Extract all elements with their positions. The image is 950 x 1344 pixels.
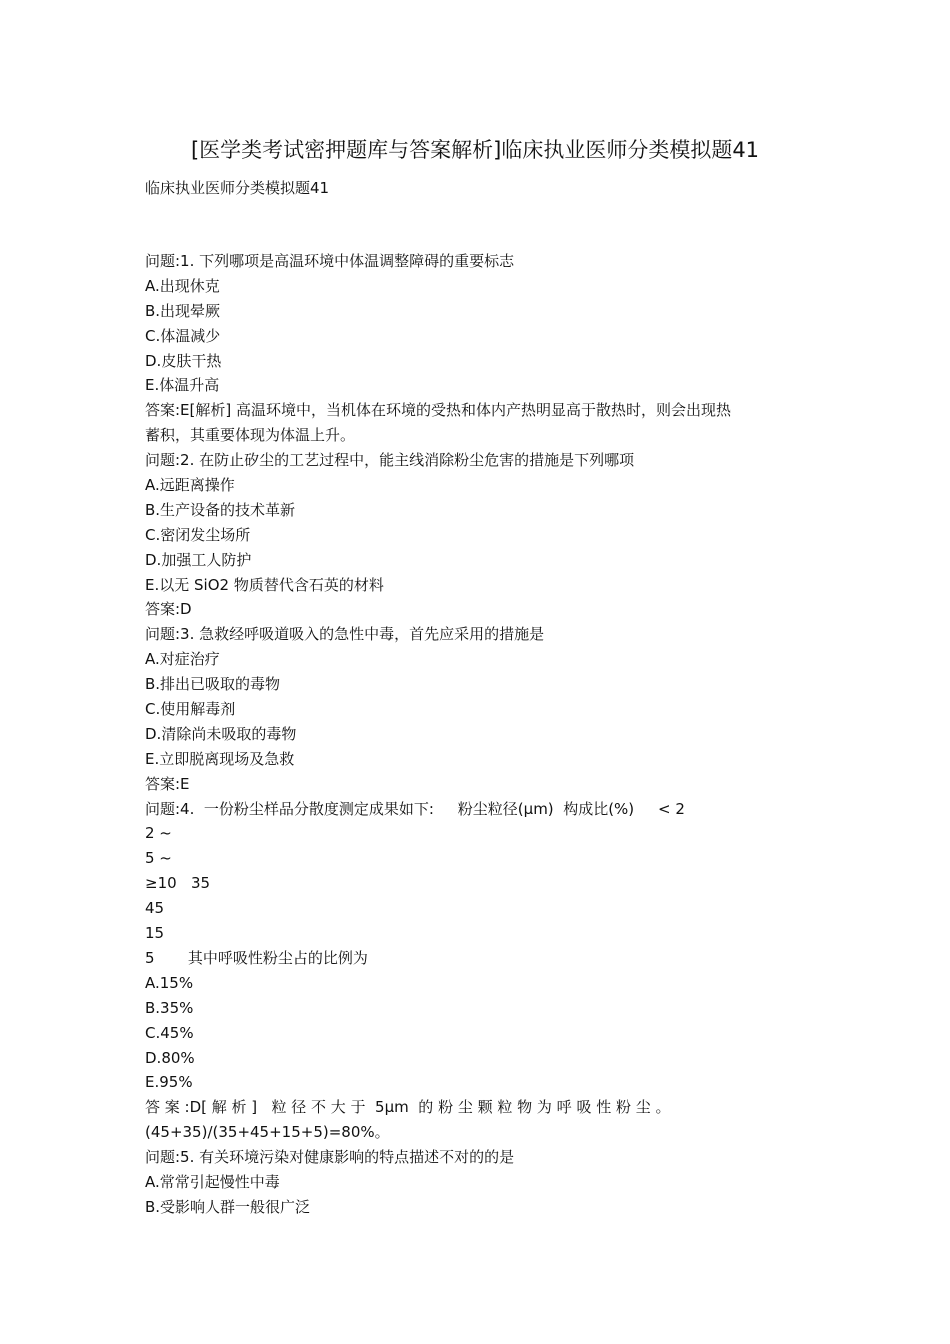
question-5 — [145, 1145, 810, 1220]
question-stem: 问题:4. 一份粉尘样品分散度测定成果如下: 粉尘粒径(μm) 构成比(%) < 2 — [145, 799, 685, 818]
question-stem-end: 5 其中呼吸性粉尘占的比例为 — [145, 948, 368, 967]
option-c: C.使用解毒剂 — [145, 700, 236, 719]
option-e: E.以无 SiO2 物质替代含石英的材料 — [145, 575, 384, 594]
option-e: E.立即脱离现场及急救 — [145, 749, 295, 768]
document-body — [145, 249, 810, 1220]
option-d: D.80% — [145, 1048, 195, 1067]
answer-line: 蓄积，其重要体现为体温上升。 — [145, 426, 356, 445]
option-b: B.生产设备的技术革新 — [145, 500, 296, 519]
option-b: B.出现晕厥 — [145, 301, 221, 320]
table-line: 45 — [145, 899, 165, 918]
question-2 — [145, 448, 810, 622]
question-1 — [145, 249, 810, 448]
option-b: B.排出已吸取的毒物 — [145, 675, 281, 694]
question-stem: 问题:5. 有关环境污染对健康影响的特点描述不对的的是 — [145, 1148, 515, 1167]
option-a: A.出现休克 — [145, 276, 220, 295]
option-c: C.45% — [145, 1023, 194, 1042]
option-a: A.15% — [145, 973, 194, 992]
option-d: D.皮肤干热 — [145, 351, 222, 370]
option-c: C.体温减少 — [145, 326, 221, 345]
table-line: 2 ~ — [145, 824, 172, 843]
answer-line: 答 案 :D[ 解 析 ] 粒 径 不 大 于 5μm 的 粉 尘 颗 粒 物 为 呼 吸 性 粉 尘 。 — [145, 1098, 671, 1117]
option-e: E.95% — [145, 1073, 193, 1092]
option-a: A.常常引起慢性中毒 — [145, 1172, 280, 1191]
question-stem: 问题:2. 在防止矽尘的工艺过程中，能主线消除粉尘危害的措施是下列哪项 — [145, 451, 635, 470]
table-line: 5 ~ — [145, 849, 172, 868]
document-subtitle: 临床执业医师分类模拟题41 — [145, 179, 330, 197]
question-3 — [145, 622, 810, 796]
table-line: ≥10 35 — [145, 874, 211, 893]
option-d: D.清除尚未吸取的毒物 — [145, 724, 297, 743]
question-stem: 问题:3. 急救经呼吸道吸入的急性中毒，首先应采用的措施是 — [145, 625, 545, 644]
answer-line: 答案:D — [145, 600, 192, 619]
option-d: D.加强工人防护 — [145, 550, 252, 569]
question-4 — [145, 797, 810, 1145]
option-e: E.体温升高 — [145, 376, 220, 395]
document-title: [医学类考试密押题库与答案解析]临床执业医师分类模拟题41 — [190, 138, 760, 162]
option-a: A.对症治疗 — [145, 650, 220, 669]
option-b: B.35% — [145, 998, 194, 1017]
option-b: B.受影响人群一般很广泛 — [145, 1197, 311, 1216]
question-stem: 问题:1. 下列哪项是高温环境中体温调整障碍的重要标志 — [145, 252, 515, 270]
table-line: 15 — [145, 924, 165, 943]
option-a: A.远距离操作 — [145, 476, 235, 495]
option-c: C.密闭发尘场所 — [145, 525, 251, 544]
answer-line: (45+35)/(35+45+15+5)=80%。 — [145, 1123, 390, 1142]
answer-line: 答案:E — [145, 774, 190, 793]
answer-line: 答案:E[解析] 高温环境中，当机体在环境的受热和体内产热明显高于散热时，则会出现热 — [145, 401, 732, 420]
